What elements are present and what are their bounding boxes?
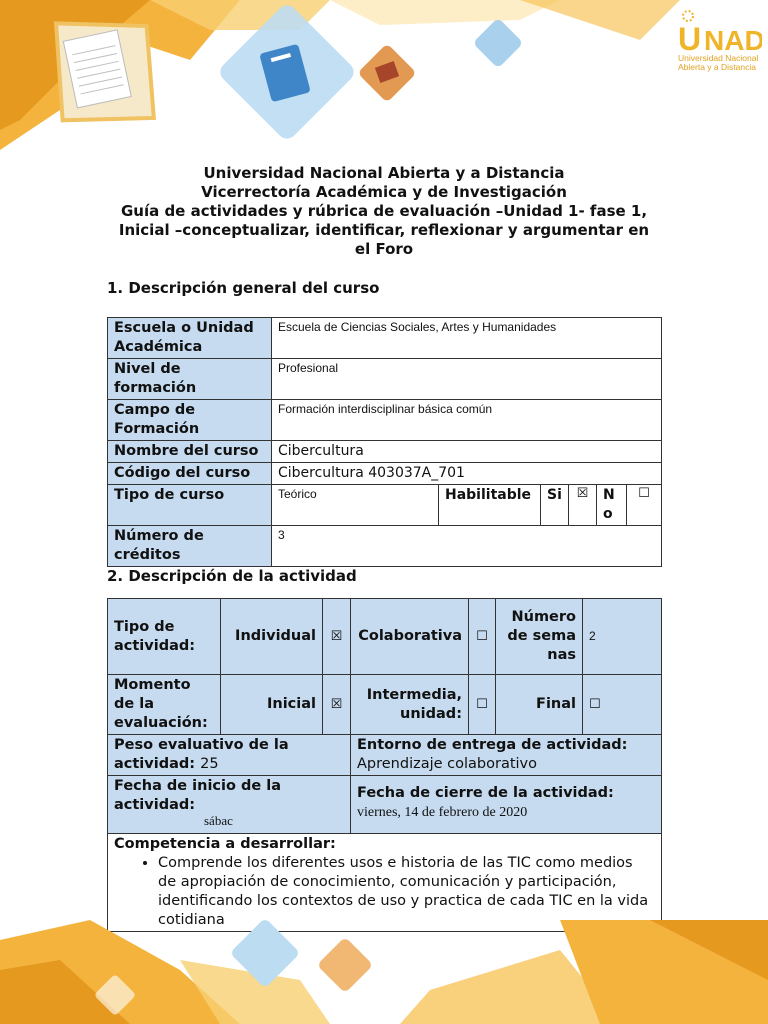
course-table bbox=[107, 317, 662, 567]
label-nombre: Nombre del curso bbox=[108, 441, 272, 463]
table-row bbox=[108, 463, 662, 485]
label-nivel: Nivel de formación bbox=[108, 359, 272, 400]
svg-text:U: U bbox=[678, 21, 702, 57]
label-escuela: Escuela o Unidad Académica bbox=[108, 318, 272, 359]
table-row bbox=[108, 675, 662, 735]
fecha-cierre-cell bbox=[351, 776, 662, 834]
label-si: Si bbox=[541, 485, 569, 526]
title-line-3: Guía de actividades y rúbrica de evaluación –Unidad 1- fase 1, bbox=[120, 202, 648, 220]
peso-cell bbox=[108, 735, 351, 776]
checkbox-intermedia[interactable]: ☐ bbox=[469, 675, 496, 735]
footer-decoration bbox=[0, 920, 768, 1024]
label-inicial: Inicial bbox=[221, 675, 323, 735]
competencia-cell bbox=[108, 834, 662, 932]
table-row bbox=[108, 400, 662, 441]
label-colaborativa: Colaborativa bbox=[351, 599, 469, 675]
table-row bbox=[108, 441, 662, 463]
label-no: No bbox=[597, 485, 627, 526]
fecha-inicio-cell bbox=[108, 776, 351, 834]
value-nombre: Cibercultura bbox=[272, 441, 662, 463]
title-line-4: Inicial –conceptualizar, identificar, reflexionar y argumentar en bbox=[118, 221, 650, 239]
checkbox-si[interactable]: ☒ bbox=[569, 485, 597, 526]
value-entorno: Aprendizaje colaborativo bbox=[357, 756, 538, 772]
title-line-5: el Foro bbox=[354, 240, 414, 258]
label-intermedia: Intermedia, unidad: bbox=[351, 675, 469, 735]
value-campo: Formación interdisciplinar básica común bbox=[272, 400, 662, 441]
label-creditos: Número de créditos bbox=[108, 526, 272, 567]
title-line-2: Vicerrectoría Académica y de Investigación bbox=[201, 183, 567, 201]
label-tipo-actividad: Tipo de actividad: bbox=[108, 599, 221, 675]
checkbox-no[interactable]: ☐ bbox=[627, 485, 662, 526]
checkbox-inicial[interactable]: ☒ bbox=[323, 675, 351, 735]
list-item: • Comprende los diferentes usos e historia de las TIC como medios de apropiación de conocimiento, comunicación y participación, identificando los contextos de uso y practica de cada TIC en la vida cotidiana bbox=[158, 854, 655, 930]
table-row bbox=[108, 526, 662, 567]
checkbox-colaborativa[interactable]: ☐ bbox=[469, 599, 496, 675]
value-codigo: Cibercultura 403037A_701 bbox=[272, 463, 662, 485]
label-entorno: Entorno de entrega de actividad: bbox=[357, 737, 628, 753]
logo-line-2: Abierta y a Distancia bbox=[678, 62, 756, 72]
section-2-heading: 2. Descripción de la actividad bbox=[107, 567, 357, 585]
label-final: Final bbox=[496, 675, 583, 735]
logo-line-1: Universidad Nacional bbox=[678, 53, 759, 63]
unad-logo bbox=[674, 8, 762, 78]
table-row bbox=[108, 318, 662, 359]
activity-table bbox=[107, 598, 662, 932]
label-individual: Individual bbox=[221, 599, 323, 675]
value-fecha-cierre: viernes, 14 de febrero de 2020 bbox=[357, 805, 528, 820]
table-row bbox=[108, 359, 662, 400]
table-row bbox=[108, 776, 662, 834]
label-campo: Campo de Formación bbox=[108, 400, 272, 441]
value-creditos: 3 bbox=[272, 526, 662, 567]
checkbox-final[interactable]: ☐ bbox=[583, 675, 662, 735]
value-peso: 25 bbox=[200, 756, 219, 772]
label-competencia: Competencia a desarrollar: bbox=[114, 836, 336, 852]
table-row bbox=[108, 485, 662, 526]
document-title bbox=[100, 164, 668, 259]
value-semanas: 2 bbox=[583, 599, 662, 675]
table-row bbox=[108, 599, 662, 675]
label-codigo: Código del curso bbox=[108, 463, 272, 485]
table-row bbox=[108, 735, 662, 776]
value-fecha-inicio: sábac bbox=[204, 813, 233, 828]
value-nivel: Profesional bbox=[272, 359, 662, 400]
header-decoration bbox=[0, 0, 768, 160]
value-escuela: Escuela de Ciencias Sociales, Artes y Humanidades bbox=[272, 318, 662, 359]
checkbox-individual[interactable]: ☒ bbox=[323, 599, 351, 675]
label-fecha-cierre: Fecha de cierre de la actividad: bbox=[357, 785, 614, 801]
label-fecha-inicio: Fecha de inicio de la actividad: bbox=[114, 778, 282, 813]
label-habilitable: Habilitable bbox=[439, 485, 541, 526]
svg-text:NAD: NAD bbox=[704, 25, 762, 56]
competencia-list bbox=[114, 854, 655, 930]
value-tipo: Teórico bbox=[272, 485, 439, 526]
label-peso: Peso evaluativo de la actividad: bbox=[114, 737, 289, 772]
label-momento: Momento de la evaluación: bbox=[108, 675, 221, 735]
label-tipo: Tipo de curso bbox=[108, 485, 272, 526]
title-line-1: Universidad Nacional Abierta y a Distancia bbox=[203, 164, 565, 182]
entorno-cell bbox=[351, 735, 662, 776]
section-1-heading: 1. Descripción general del curso bbox=[107, 279, 380, 297]
label-numero-semanas: Número de semanas bbox=[496, 599, 583, 675]
table-row bbox=[108, 834, 662, 932]
